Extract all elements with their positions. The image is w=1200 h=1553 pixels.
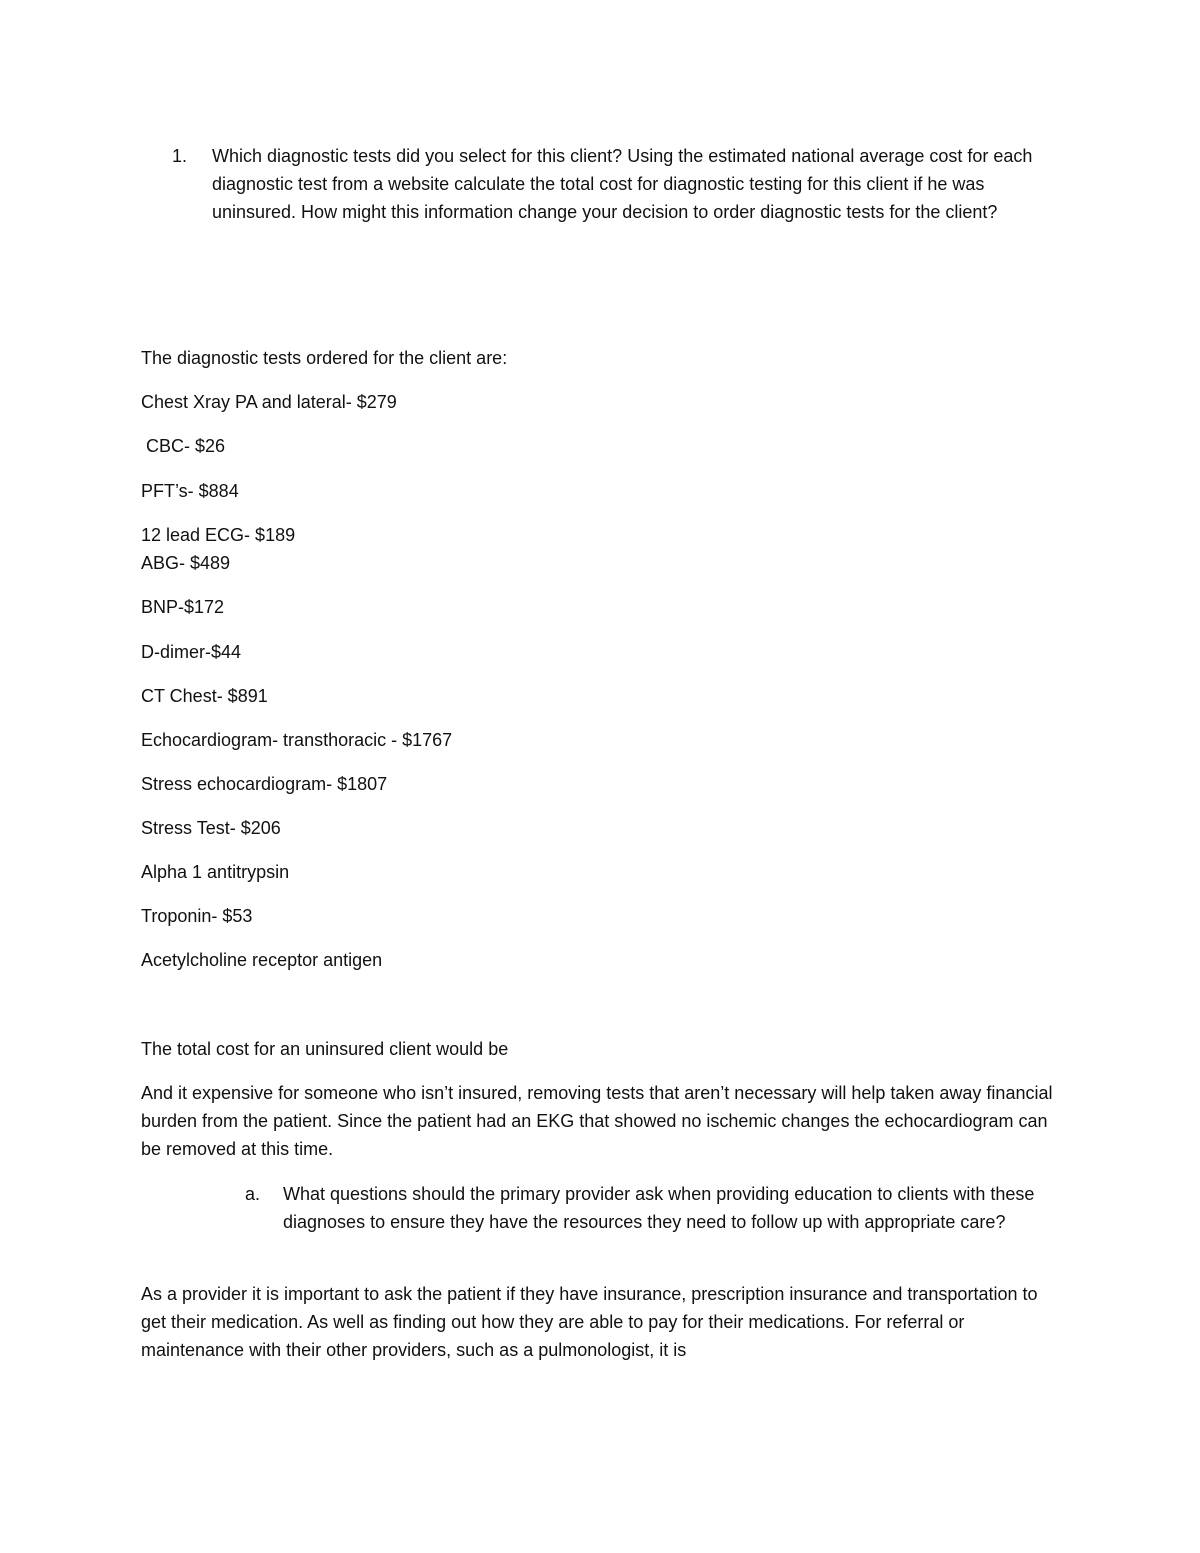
sub-question-text: What questions should the primary provider ask when providing education to clients with these diagnoses to ensure they have the resources they need to follow up with appropriate care? (283, 1184, 1035, 1232)
test-item: Echocardiogram- transthoracic - $1767 (141, 730, 453, 750)
test-item: Troponin- $53 (141, 906, 253, 926)
question-number: 1. (172, 146, 188, 166)
test-item: 12 lead ECG- $189 (141, 525, 296, 545)
test-item: Stress echocardiogram- $1807 (141, 774, 388, 794)
sub-question-a (245, 1180, 1045, 1236)
test-item: Acetylcholine receptor antigen (141, 950, 383, 970)
question-1 (172, 142, 1072, 226)
test-item: Alpha 1 antitrypsin (141, 862, 290, 882)
test-item: Stress Test- $206 (141, 818, 281, 838)
sub-question-letter: a. (245, 1184, 261, 1204)
test-item: PFT’s- $884 (141, 481, 239, 501)
test-item: BNP-$172 (141, 597, 225, 617)
test-item: CBC- $26 (141, 436, 226, 456)
test-item: ABG- $489 (141, 553, 231, 573)
total-cost-line: The total cost for an uninsured client would be (141, 1039, 509, 1059)
final-paragraph: As a provider it is important to ask the patient if they have insurance, prescription insurance and transportation to get their medication. As well as finding out how they are able to pay for their medications. For referral or maintenance with their other providers, such as a pulmonologist, it is (141, 1284, 1038, 1360)
test-item: Chest Xray PA and lateral- $279 (141, 392, 397, 412)
answer-paragraph: And it expensive for someone who isn’t insured, removing tests that aren’t necessary will help taken away financial burden from the patient. Since the patient had an EKG that showed no ischemic changes the echocardiogram can be removed at this time. (141, 1083, 1053, 1159)
test-item: D-dimer-$44 (141, 642, 242, 662)
test-item: CT Chest- $891 (141, 686, 268, 706)
tests-intro: The diagnostic tests ordered for the client are: (141, 348, 508, 368)
question-text: Which diagnostic tests did you select for this client? Using the estimated national average cost for each diagnostic test from a website calculate the total cost for diagnostic testing for this client if he was uninsured. How might this information change your decision to order diagnostic tests for the client? (212, 146, 1033, 222)
